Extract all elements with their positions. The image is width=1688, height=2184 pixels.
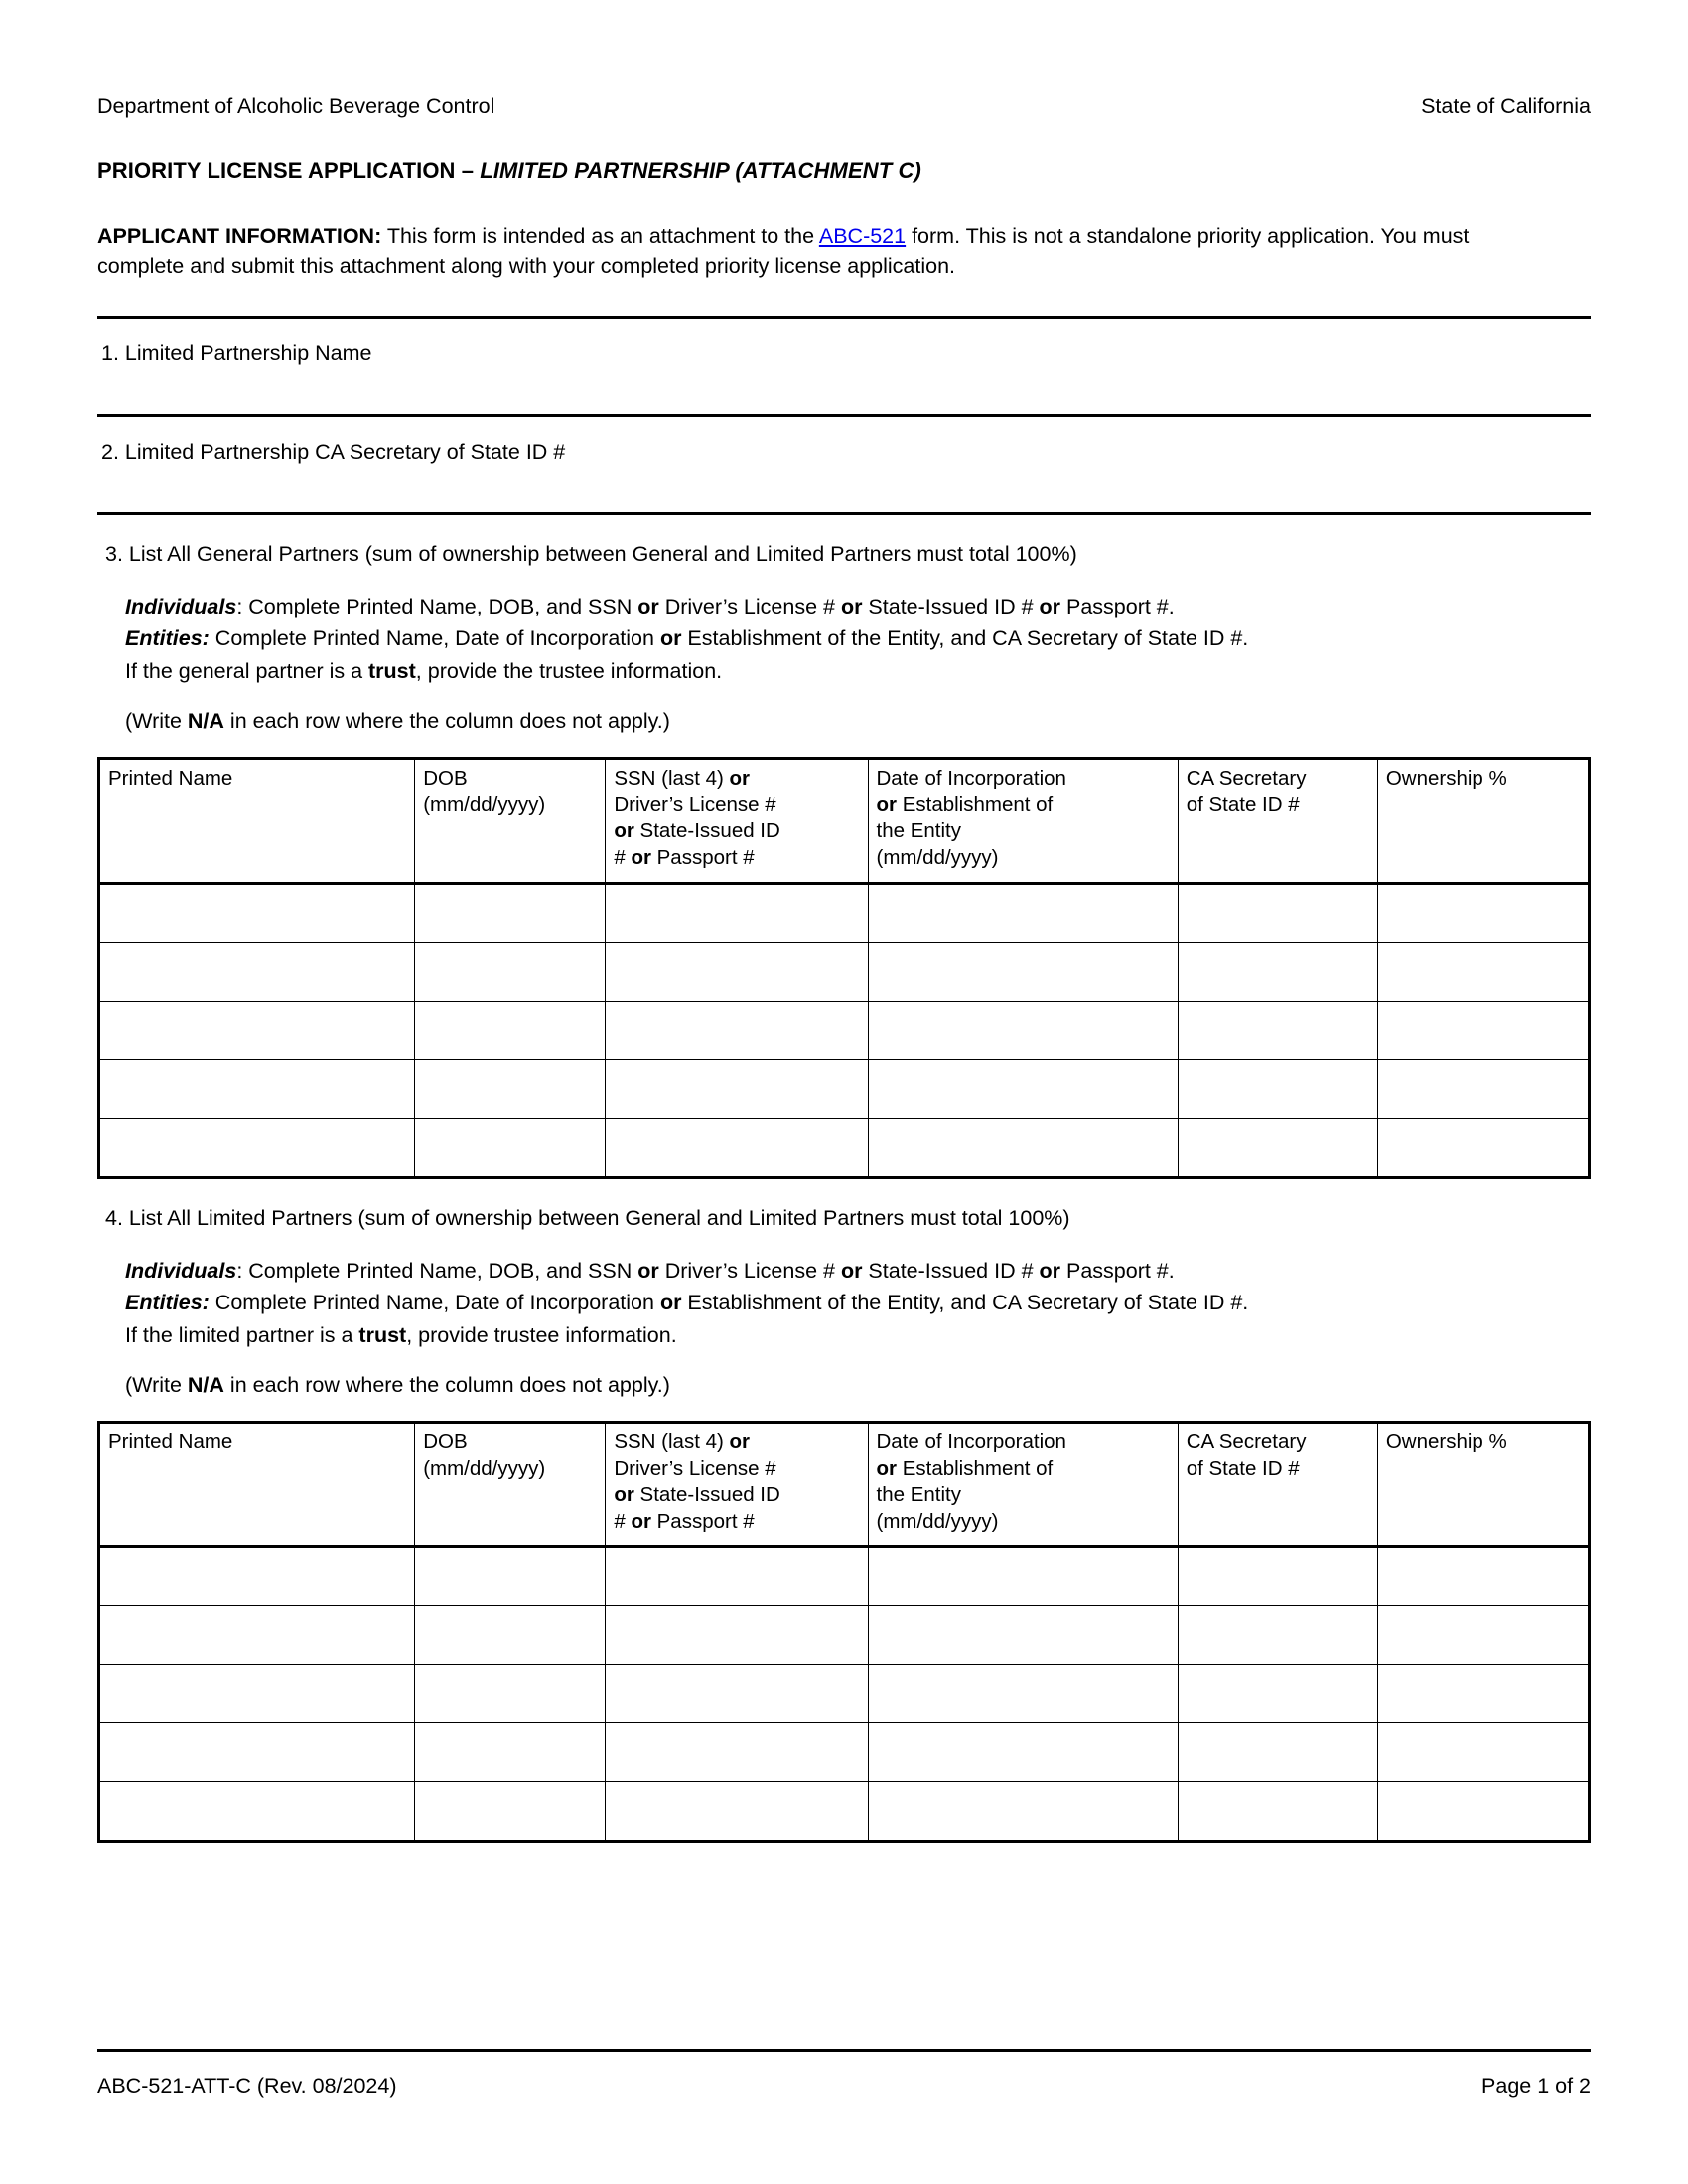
cell-ca-sos-id[interactable]: [1178, 1547, 1377, 1606]
col-sos-label-1: CA Secretary: [1186, 766, 1307, 790]
table-row[interactable]: [99, 883, 1590, 942]
na-note-3: [97, 708, 1591, 736]
cell-ca-sos-id[interactable]: [1178, 1118, 1377, 1177]
col-ssn-or-1: or: [729, 766, 751, 790]
cell-ssn-id[interactable]: [606, 1782, 868, 1842]
page-title: [97, 158, 1591, 184]
field-limited-partnership-name[interactable]: [97, 319, 1591, 414]
col-ssn-id: [606, 1423, 868, 1547]
col-ssn-passport: Passport #: [650, 845, 755, 869]
col-ssn-label: SSN (last 4): [614, 1431, 730, 1454]
individuals-text-3-3: State-Issued ID #: [862, 594, 1040, 618]
col-inc-entity: the Entity: [876, 1483, 961, 1507]
col-inc-format: (mm/dd/yyyy): [876, 1509, 999, 1533]
col-printed-name-label: Printed Name: [108, 766, 233, 790]
section-4-heading: 4. List All Limited Partners (sum of ownership between General and Limited Partners must total 100%): [105, 1205, 1070, 1230]
table-row[interactable]: [99, 1606, 1590, 1665]
col-dob-format: (mm/dd/yyyy): [423, 793, 546, 817]
individuals-text-3-4: Passport #.: [1060, 594, 1175, 618]
entities-text-4-1: Complete Printed Name, Date of Incorporation: [209, 1291, 660, 1315]
col-ownership-pct: [1377, 1423, 1589, 1547]
entities-or-4-1: or: [659, 1291, 682, 1315]
col-inc-establishment: Establishment of: [897, 1456, 1054, 1480]
cell-printed-name[interactable]: [99, 1606, 415, 1665]
cell-ca-sos-id[interactable]: [1178, 1723, 1377, 1782]
cell-dob[interactable]: [415, 1606, 606, 1665]
section-general-partners: [97, 541, 1591, 1179]
table-header-row: [99, 758, 1590, 883]
na-word-4: N/A: [187, 1372, 224, 1397]
cell-ssn-id[interactable]: [606, 1723, 868, 1782]
col-ownership-label: Ownership %: [1385, 1431, 1507, 1454]
cell-dob[interactable]: [415, 1665, 606, 1723]
table-row[interactable]: [99, 1665, 1590, 1723]
limited-partners-table[interactable]: [97, 1421, 1591, 1843]
col-ssn-or-2: or: [614, 1483, 634, 1507]
cell-incorporation-date[interactable]: [868, 1782, 1178, 1842]
cell-ownership-pct[interactable]: [1377, 1665, 1589, 1723]
cell-dob[interactable]: [415, 1118, 606, 1177]
col-inc-label: Date of Incorporation: [876, 766, 1066, 790]
entities-text-3-2: Establishment of the Entity, and CA Secretary of State ID #.: [681, 626, 1249, 651]
cell-incorporation-date[interactable]: [868, 1547, 1178, 1606]
col-dob-label: DOB: [423, 1431, 468, 1454]
section-4-instructions: [97, 1255, 1591, 1352]
col-incorporation-date: [868, 1423, 1178, 1547]
field-limited-partnership-sos-id[interactable]: [97, 417, 1591, 512]
page-number: Page 1 of 2: [1481, 2074, 1591, 2098]
cell-ssn-id[interactable]: [606, 1001, 868, 1059]
cell-ca-sos-id[interactable]: [1178, 1606, 1377, 1665]
col-printed-name-label: Printed Name: [108, 1431, 233, 1454]
cell-ca-sos-id[interactable]: [1178, 942, 1377, 1001]
cell-ownership-pct[interactable]: [1377, 883, 1589, 942]
individuals-text-4-4: Passport #.: [1060, 1258, 1175, 1283]
form-revision: ABC-521-ATT-C (Rev. 08/2024): [97, 2074, 397, 2098]
table-row[interactable]: [99, 1001, 1590, 1059]
cell-ssn-id[interactable]: [606, 1059, 868, 1118]
col-inc-or: or: [876, 793, 897, 817]
footer-divider: [97, 2049, 1591, 2052]
department-name: Department of Alcoholic Beverage Control: [97, 94, 495, 118]
cell-incorporation-date[interactable]: [868, 1118, 1178, 1177]
state-name: State of California: [1421, 94, 1591, 118]
col-ssn-id: [606, 758, 868, 883]
or-3-2: or: [840, 594, 863, 618]
individuals-text-3-1: : Complete Printed Name, DOB, and SSN: [236, 594, 638, 618]
na-note-4: [97, 1372, 1591, 1400]
applicant-information-paragraph: [97, 221, 1527, 282]
cell-printed-name[interactable]: [99, 1001, 415, 1059]
cell-printed-name[interactable]: [99, 1118, 415, 1177]
cell-printed-name[interactable]: [99, 1665, 415, 1723]
cell-ca-sos-id[interactable]: [1178, 1782, 1377, 1842]
cell-ca-sos-id[interactable]: [1178, 1001, 1377, 1059]
trust-text-4-1: If the limited partner is a: [125, 1322, 359, 1347]
col-sos-label-1: CA Secretary: [1186, 1431, 1307, 1454]
col-dob: [415, 1423, 606, 1547]
col-incorporation-date: [868, 758, 1178, 883]
applicant-information-label: APPLICANT INFORMATION:: [97, 223, 382, 248]
cell-ownership-pct[interactable]: [1377, 1059, 1589, 1118]
col-ca-sos-id: [1178, 1423, 1377, 1547]
or-4-3: or: [1039, 1258, 1061, 1283]
cell-incorporation-date[interactable]: [868, 1059, 1178, 1118]
cell-dob[interactable]: [415, 942, 606, 1001]
or-3-3: or: [1039, 594, 1061, 618]
col-printed-name: [99, 1423, 415, 1547]
col-ssn-passport: Passport #: [650, 1509, 755, 1533]
col-ssn-hash: #: [614, 1509, 632, 1533]
col-inc-establishment: Establishment of: [897, 793, 1054, 817]
cell-dob[interactable]: [415, 1001, 606, 1059]
cell-ownership-pct[interactable]: [1377, 1118, 1589, 1177]
cell-printed-name[interactable]: [99, 942, 415, 1001]
cell-ssn-id[interactable]: [606, 1118, 868, 1177]
col-dob-label: DOB: [423, 766, 468, 790]
na-text-4-2: in each row where the column does not apply.): [223, 1372, 670, 1397]
cell-dob[interactable]: [415, 1547, 606, 1606]
col-dob-format: (mm/dd/yyyy): [423, 1456, 546, 1480]
col-printed-name: [99, 758, 415, 883]
table-row[interactable]: [99, 1547, 1590, 1606]
col-ownership-pct: [1377, 758, 1589, 883]
cell-ownership-pct[interactable]: [1377, 1782, 1589, 1842]
cell-ownership-pct[interactable]: [1377, 1723, 1589, 1782]
section-3-instructions: [97, 591, 1591, 688]
page-title-main: PRIORITY LICENSE APPLICATION –: [97, 157, 481, 183]
col-ssn-hash: #: [614, 845, 632, 869]
individuals-lead-3: Individuals: [125, 594, 237, 618]
col-sos-label-2: of State ID #: [1186, 1456, 1300, 1480]
cell-ca-sos-id[interactable]: [1178, 883, 1377, 942]
general-partners-table[interactable]: [97, 757, 1591, 1179]
table-row[interactable]: [99, 942, 1590, 1001]
col-inc-or: or: [876, 1456, 897, 1480]
cell-incorporation-date[interactable]: [868, 1001, 1178, 1059]
general-partners-rows: [99, 883, 1590, 1177]
cell-ownership-pct[interactable]: [1377, 1547, 1589, 1606]
cell-printed-name[interactable]: [99, 883, 415, 942]
field-1-number: 1.: [101, 341, 119, 365]
field-2-number: 2.: [101, 439, 119, 464]
limited-partners-rows: [99, 1547, 1590, 1842]
col-ssn-stateid: State-Issued ID: [633, 1483, 780, 1507]
abc-521-link[interactable]: ABC-521: [818, 223, 907, 248]
na-text-4-1: (Write: [125, 1372, 188, 1397]
document-footer: [97, 2049, 1591, 2099]
cell-printed-name[interactable]: [99, 1723, 415, 1782]
field-2-label: Limited Partnership CA Secretary of State ID #: [124, 439, 566, 464]
cell-ssn-id[interactable]: [606, 1665, 868, 1723]
section-limited-partners: [97, 1205, 1591, 1843]
cell-ssn-id[interactable]: [606, 942, 868, 1001]
entities-lead-4: Entities:: [125, 1291, 210, 1315]
trust-text-4-2: , provide trustee information.: [406, 1322, 677, 1347]
cell-printed-name[interactable]: [99, 1059, 415, 1118]
cell-ownership-pct[interactable]: [1377, 942, 1589, 1001]
intro-text-after-link: form. This is not a standalone priority application. You must complete and submit this attachment along with your completed priority license application.: [97, 223, 1470, 279]
col-ssn-dl: Driver’s License #: [614, 1456, 776, 1480]
trust-text-3-2: , provide the trustee information.: [415, 658, 723, 683]
col-sos-label-2: of State ID #: [1186, 793, 1300, 817]
field-1-label: Limited Partnership Name: [124, 341, 372, 365]
cell-incorporation-date[interactable]: [868, 883, 1178, 942]
na-word-3: N/A: [187, 708, 224, 733]
na-text-3-2: in each row where the column does not apply.): [223, 708, 670, 733]
cell-ca-sos-id[interactable]: [1178, 1665, 1377, 1723]
individuals-text-4-3: State-Issued ID #: [862, 1258, 1040, 1283]
col-ssn-dl: Driver’s License #: [614, 793, 776, 817]
page-title-italic: LIMITED PARTNERSHIP (ATTACHMENT C): [480, 157, 921, 183]
col-ssn-or-2: or: [614, 819, 634, 843]
table-row[interactable]: [99, 1782, 1590, 1842]
cell-incorporation-date[interactable]: [868, 1723, 1178, 1782]
table-row[interactable]: [99, 1118, 1590, 1177]
trust-word-4: trust: [358, 1322, 407, 1347]
or-4-1: or: [637, 1258, 659, 1283]
cell-incorporation-date[interactable]: [868, 942, 1178, 1001]
col-ca-sos-id: [1178, 758, 1377, 883]
na-text-3-1: (Write: [125, 708, 188, 733]
cell-dob[interactable]: [415, 1782, 606, 1842]
col-ssn-or-3: or: [631, 1509, 651, 1533]
cell-incorporation-date[interactable]: [868, 1665, 1178, 1723]
or-3-1: or: [637, 594, 659, 618]
cell-ssn-id[interactable]: [606, 883, 868, 942]
cell-dob[interactable]: [415, 1059, 606, 1118]
individuals-text-4-1: : Complete Printed Name, DOB, and SSN: [236, 1258, 638, 1283]
cell-ownership-pct[interactable]: [1377, 1001, 1589, 1059]
cell-dob[interactable]: [415, 1723, 606, 1782]
cell-printed-name[interactable]: [99, 1782, 415, 1842]
cell-ssn-id[interactable]: [606, 1547, 868, 1606]
table-row[interactable]: [99, 1723, 1590, 1782]
intro-text-before-link: This form is intended as an attachment to the: [381, 223, 819, 248]
table-header-row: [99, 1423, 1590, 1547]
trust-word-3: trust: [368, 658, 416, 683]
trust-text-3-1: If the general partner is a: [125, 658, 369, 683]
col-ssn-stateid: State-Issued ID: [633, 819, 780, 843]
col-inc-format: (mm/dd/yyyy): [876, 845, 999, 869]
section-3-heading: 3. List All General Partners (sum of ownership between General and Limited Partners must total 100%): [105, 541, 1077, 566]
col-dob: [415, 758, 606, 883]
col-ssn-or-1: or: [729, 1431, 751, 1454]
individuals-text-4-2: Driver’s License #: [658, 1258, 841, 1283]
col-inc-label: Date of Incorporation: [876, 1431, 1066, 1454]
entities-or-3-1: or: [659, 626, 682, 651]
col-ssn-or-3: or: [631, 845, 651, 869]
col-ssn-label: SSN (last 4): [614, 766, 730, 790]
or-4-2: or: [840, 1258, 863, 1283]
document-header: [97, 94, 1591, 120]
individuals-lead-4: Individuals: [125, 1258, 237, 1283]
entities-lead-3: Entities:: [125, 626, 210, 651]
cell-printed-name[interactable]: [99, 1547, 415, 1606]
cell-ssn-id[interactable]: [606, 1606, 868, 1665]
cell-ownership-pct[interactable]: [1377, 1606, 1589, 1665]
cell-ca-sos-id[interactable]: [1178, 1059, 1377, 1118]
entities-text-4-2: Establishment of the Entity, and CA Secretary of State ID #.: [681, 1291, 1249, 1315]
entities-text-3-1: Complete Printed Name, Date of Incorporation: [209, 626, 660, 651]
cell-incorporation-date[interactable]: [868, 1606, 1178, 1665]
individuals-text-3-2: Driver’s License #: [658, 594, 841, 618]
divider-field-2: [97, 512, 1591, 515]
cell-dob[interactable]: [415, 883, 606, 942]
table-row[interactable]: [99, 1059, 1590, 1118]
col-ownership-label: Ownership %: [1385, 766, 1507, 790]
col-inc-entity: the Entity: [876, 819, 961, 843]
